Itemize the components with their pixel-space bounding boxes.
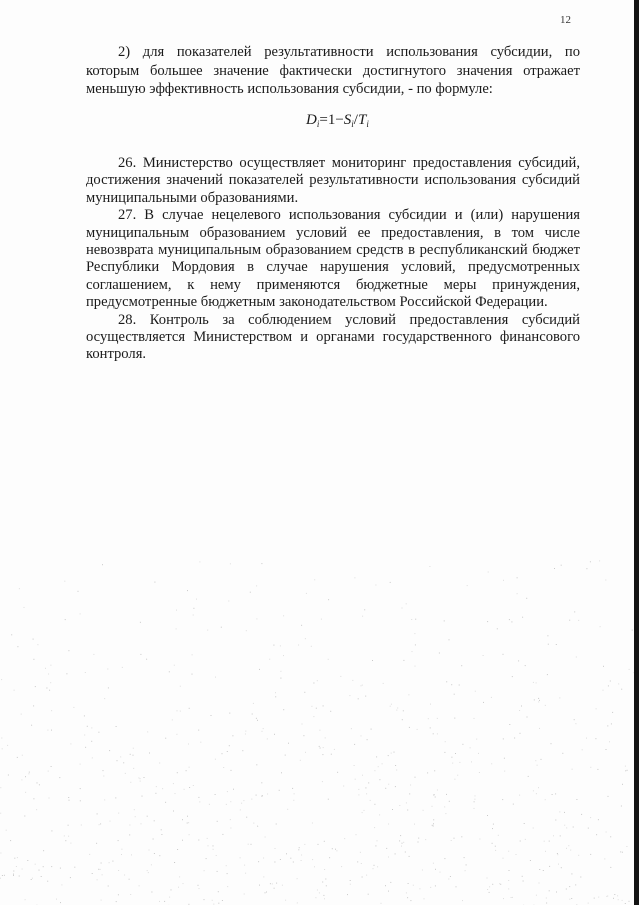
efficiency-formula [306, 112, 369, 129]
formula-s-subscript: i [351, 119, 354, 129]
formula-d: D [306, 112, 317, 128]
numbered-paragraphs [86, 155, 580, 364]
formula-equals: =1− [319, 112, 344, 128]
formula-d-subscript: i [316, 119, 320, 129]
scan-edge [634, 0, 639, 905]
intro-paragraph: 2) для показателей результативности использования субсидии, по которым большее значение фактически достигнутого значения отражает меньшую эффективность использования субсидии, - по формуле: [86, 44, 580, 98]
paragraph-28: 28. Контроль за соблюдением условий предоставления субсидий осуществляется Министерством и органами государственного финансового контроля. [86, 311, 580, 363]
formula-slash: / [353, 112, 358, 128]
formula-s: S [343, 112, 352, 128]
formula-t: T [357, 112, 367, 128]
paragraph-27: 27. В случае нецелевого использования субсидии и (или) нарушения муниципальным образованием условий ее предоставления, в том числе невозврата муниципальным образованием средств в республиканский бюджет Республики Мордовия в случае нарушения условий, предусмотренных соглашением, к нему применяются бюджетные меры принуждения, предусмотренные бюджетным законодательством Российской Федерации. [86, 207, 580, 311]
page-number: 12 [560, 14, 571, 26]
paragraph-26: 26. Министерство осуществляет мониторинг предоставления субсидий, достижения значений показателей результативности использования субсидий муниципальными образованиями. [86, 155, 580, 206]
formula-t-subscript: i [366, 119, 369, 129]
intro-section [86, 43, 580, 99]
scan-noise [0, 560, 634, 905]
